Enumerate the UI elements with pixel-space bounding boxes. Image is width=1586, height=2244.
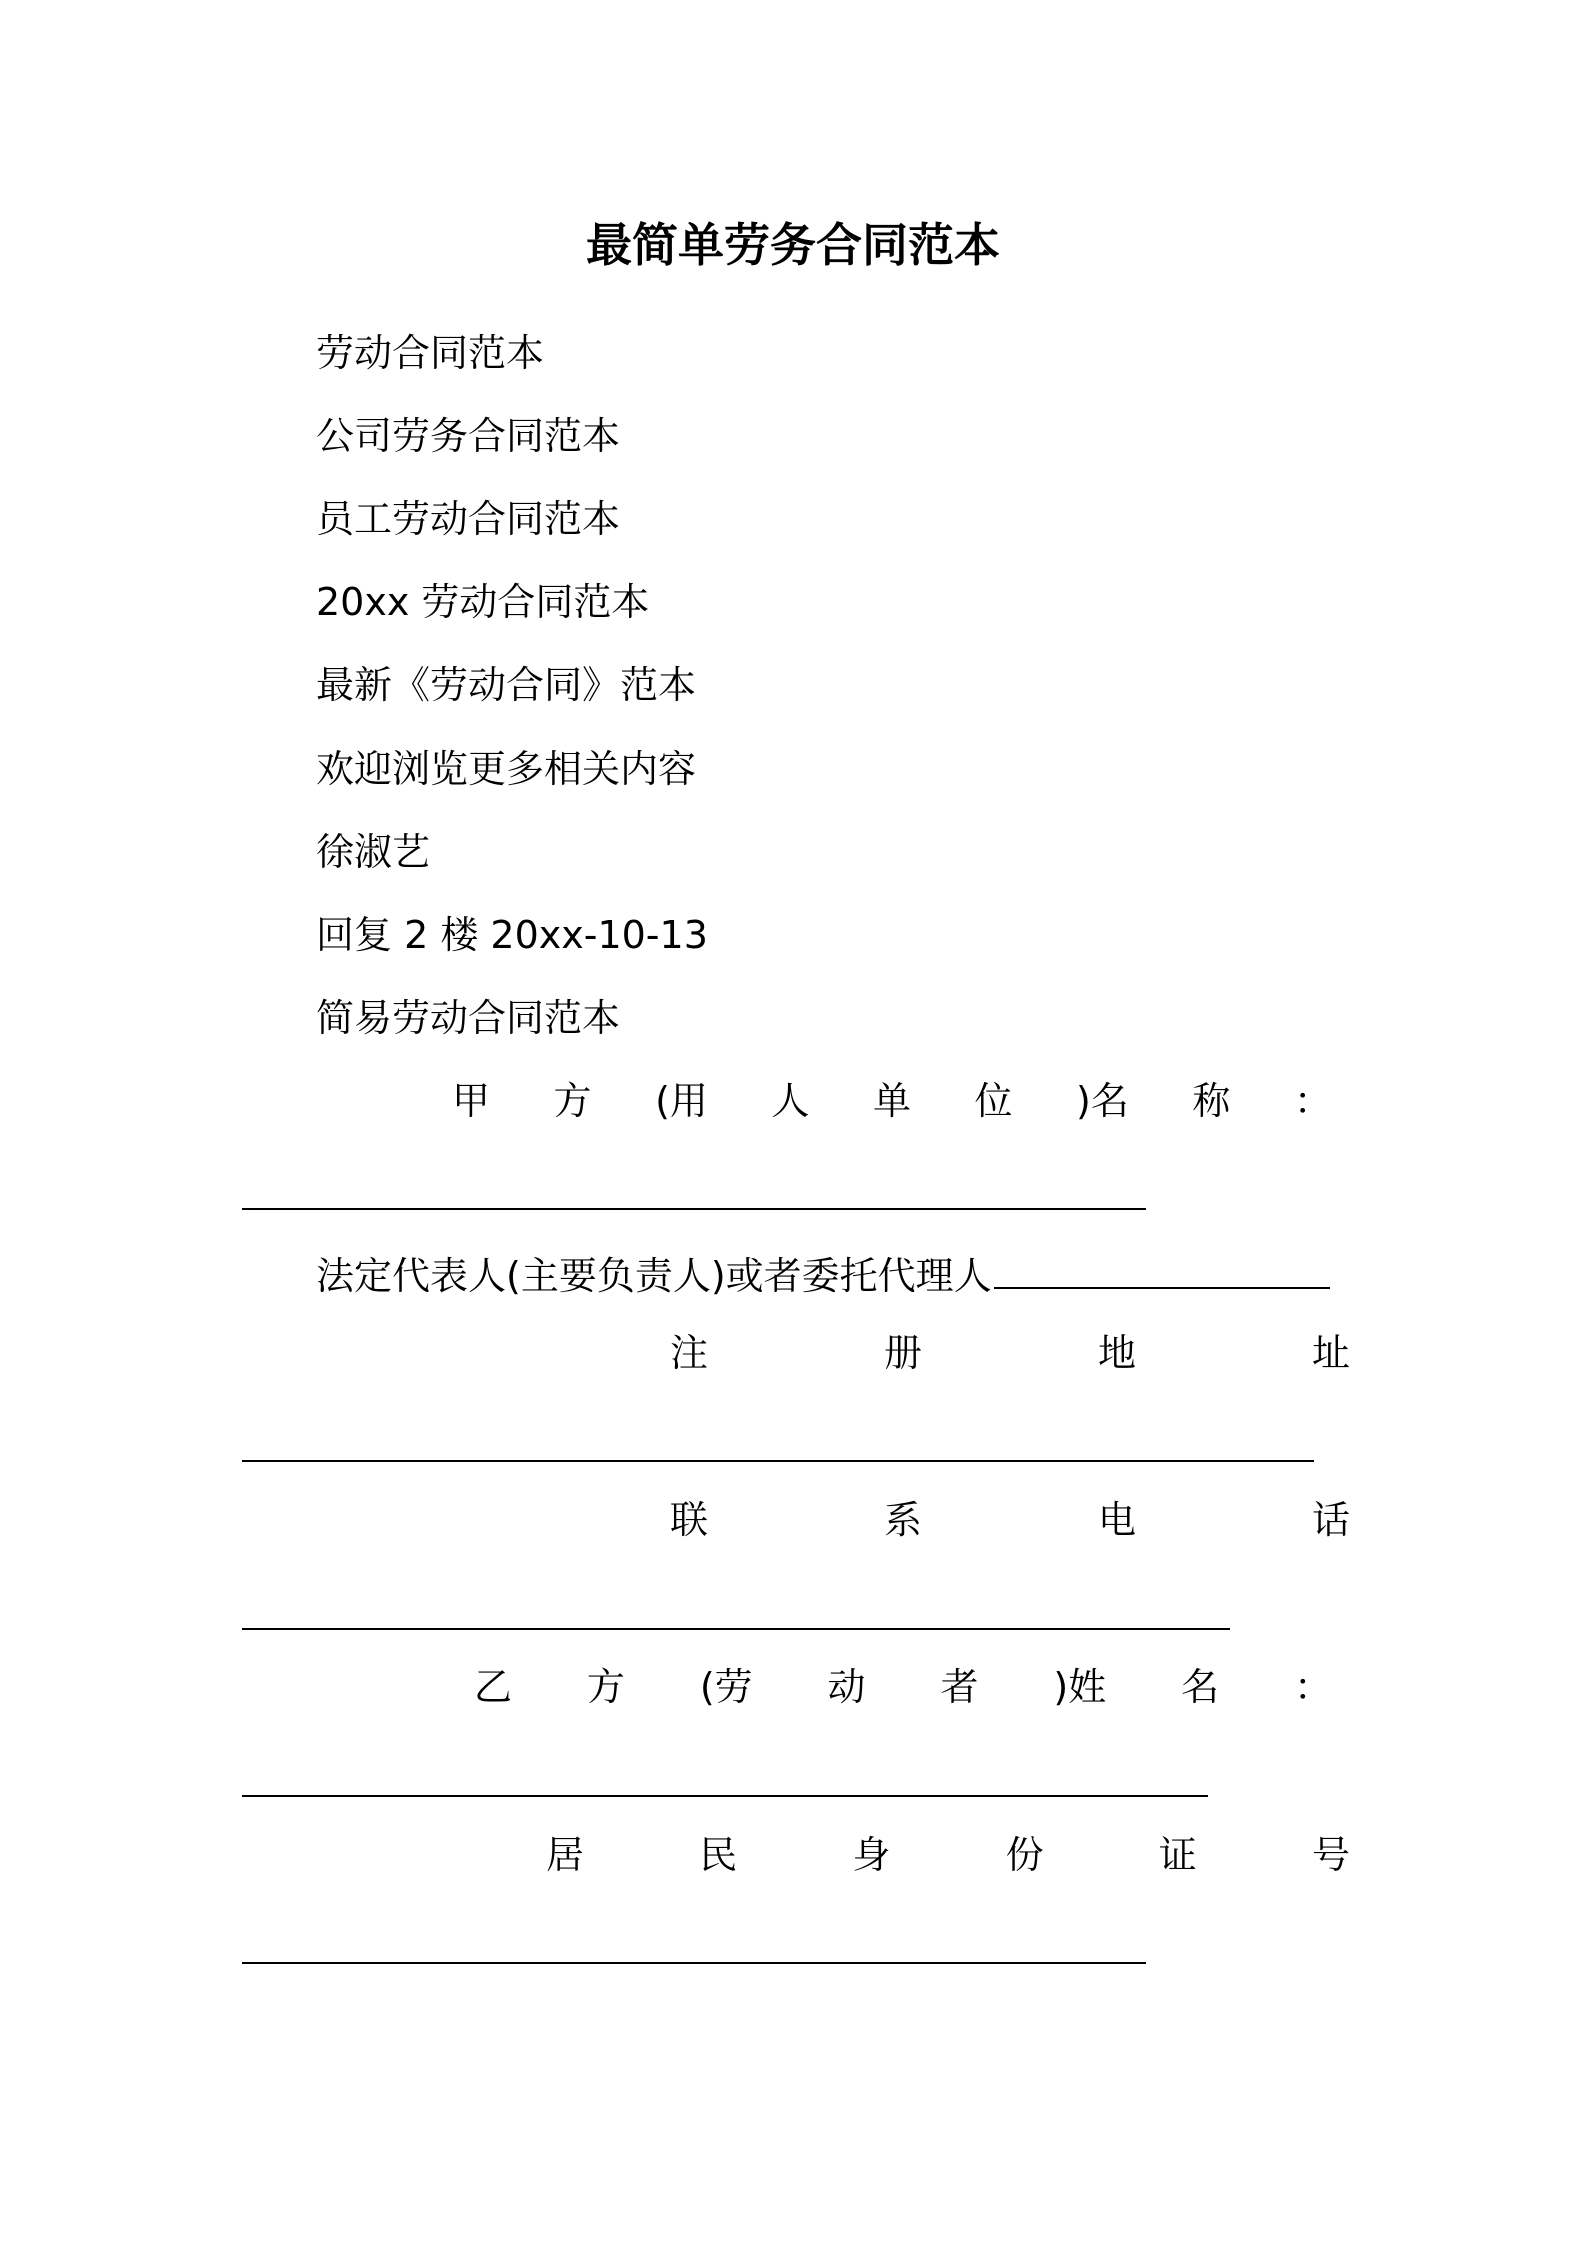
- party-a-name-label: 甲 方 (用 人 单 位 )名 称 ：: [452, 1079, 1332, 1123]
- reply-info: 回复 2 楼 20xx-10-13: [316, 913, 708, 957]
- related-link-9[interactable]: 简易劳动合同范本: [316, 996, 621, 1040]
- related-link-3[interactable]: 员工劳动合同范本: [316, 497, 621, 541]
- legal-rep-blank[interactable]: [994, 1287, 1330, 1289]
- related-link-4[interactable]: 20xx 劳动合同范本: [316, 580, 650, 624]
- id-number-blank[interactable]: [242, 1962, 1146, 1964]
- id-number-label: 居 民 身 份 证 号: [546, 1833, 1350, 1877]
- related-link-1[interactable]: 劳动合同范本: [316, 331, 545, 375]
- legal-rep-label: 法定代表人(主要负责人)或者委托代理人: [316, 1254, 992, 1298]
- phone-label: 联 系 电 话: [670, 1498, 1350, 1542]
- party-b-name-blank[interactable]: [242, 1795, 1208, 1797]
- related-link-2[interactable]: 公司劳务合同范本: [316, 414, 621, 458]
- related-link-6: 欢迎浏览更多相关内容: [316, 747, 697, 791]
- party-b-name-label: 乙 方 (劳 动 者 )姓 名 ：: [474, 1665, 1332, 1709]
- registered-address-label: 注 册 地 址: [670, 1331, 1350, 1375]
- document-title: 最简单劳务合同范本: [586, 218, 1000, 272]
- registered-address-blank[interactable]: [242, 1460, 1314, 1462]
- author-name: 徐淑艺: [316, 830, 431, 874]
- phone-blank[interactable]: [242, 1628, 1230, 1630]
- party-a-name-blank[interactable]: [242, 1208, 1146, 1210]
- legal-rep-row: [316, 1251, 1330, 1301]
- related-link-5[interactable]: 最新《劳动合同》范本: [316, 663, 697, 707]
